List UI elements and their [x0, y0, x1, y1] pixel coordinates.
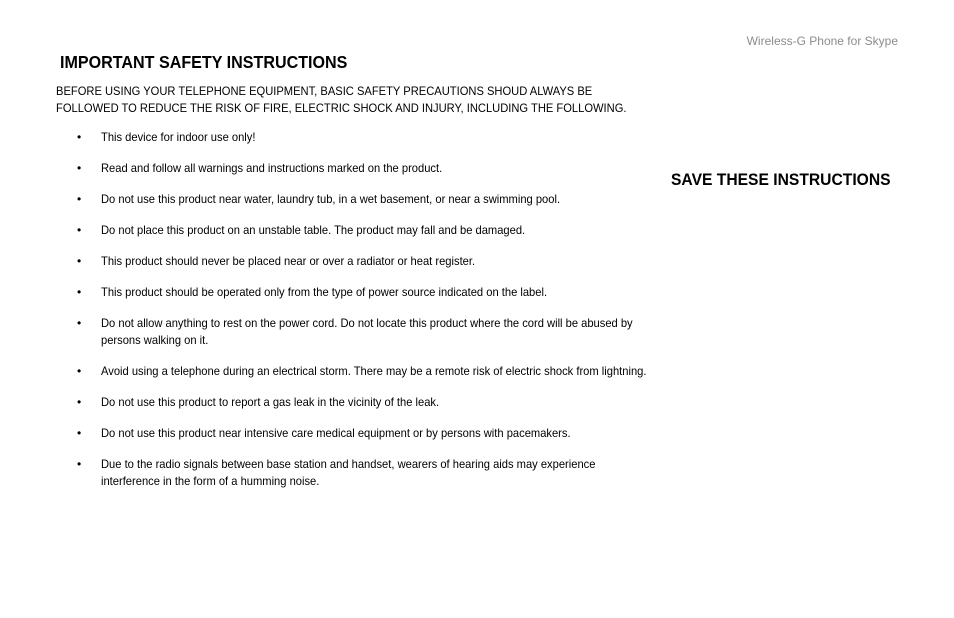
list-item-text: Do not use this product to report a gas leak in the vicinity of the leak. — [101, 395, 440, 409]
list-item — [56, 253, 656, 270]
bullet: • — [77, 254, 82, 268]
bullet: • — [77, 192, 82, 206]
list-item-text: This product should be operated only from the type of power source indicated on the label. — [101, 285, 548, 299]
save-instructions-heading: SAVE THESE INSTRUCTIONS — [671, 170, 891, 189]
bullet: • — [77, 457, 82, 471]
safety-list — [56, 129, 656, 490]
page-title: IMPORTANT SAFETY INSTRUCTIONS — [60, 52, 348, 72]
list-item-text: Do not allow anything to rest on the power cord. Do not locate this product where the cord will be abused by persons walking on it. — [101, 316, 633, 347]
list-item — [56, 363, 656, 380]
bullet: • — [77, 426, 82, 440]
list-item — [56, 425, 656, 442]
list-item-text: Due to the radio signals between base station and handset, wearers of hearing aids may experience interference in the form of a humming noise. — [101, 457, 596, 488]
list-item-text: Avoid using a telephone during an electrical storm. There may be a remote risk of electric shock from lightning. — [101, 364, 647, 378]
list-item — [56, 456, 656, 490]
bullet: • — [77, 316, 82, 330]
list-item — [56, 394, 656, 411]
list-item — [56, 160, 656, 177]
list-item-text: Read and follow all warnings and instructions marked on the product. — [101, 161, 443, 175]
list-item-text: Do not place this product on an unstable table. The product may fall and be damaged. — [101, 223, 526, 237]
bullet: • — [77, 223, 82, 237]
list-item-text: This product should never be placed near or over a radiator or heat register. — [101, 254, 476, 268]
bullet: • — [77, 130, 82, 144]
list-item-text: Do not use this product near intensive care medical equipment or by persons with pacemakers. — [101, 426, 571, 440]
intro-paragraph: BEFORE USING YOUR TELEPHONE EQUIPMENT, BASIC SAFETY PRECAUTIONS SHOUD ALWAYS BE FOLLOWED TO REDUCE THE RISK OF FIRE, ELECTRIC SHOCK AND INJURY, INCLUDING THE FOLLOWING. — [56, 84, 627, 115]
list-item — [56, 284, 656, 301]
list-item — [56, 222, 656, 239]
bullet: • — [77, 395, 82, 409]
bullet: • — [77, 285, 82, 299]
bullet: • — [77, 161, 82, 175]
running-header: Wireless-G Phone for Skype — [746, 34, 898, 48]
list-item-text: Do not use this product near water, laundry tub, in a wet basement, or near a swimming pool. — [101, 192, 561, 206]
list-item-text: This device for indoor use only! — [101, 130, 256, 144]
safety-instructions-section — [56, 52, 656, 504]
bullet: • — [77, 364, 82, 378]
list-item — [56, 191, 656, 208]
list-item — [56, 315, 656, 349]
list-item — [56, 129, 656, 146]
